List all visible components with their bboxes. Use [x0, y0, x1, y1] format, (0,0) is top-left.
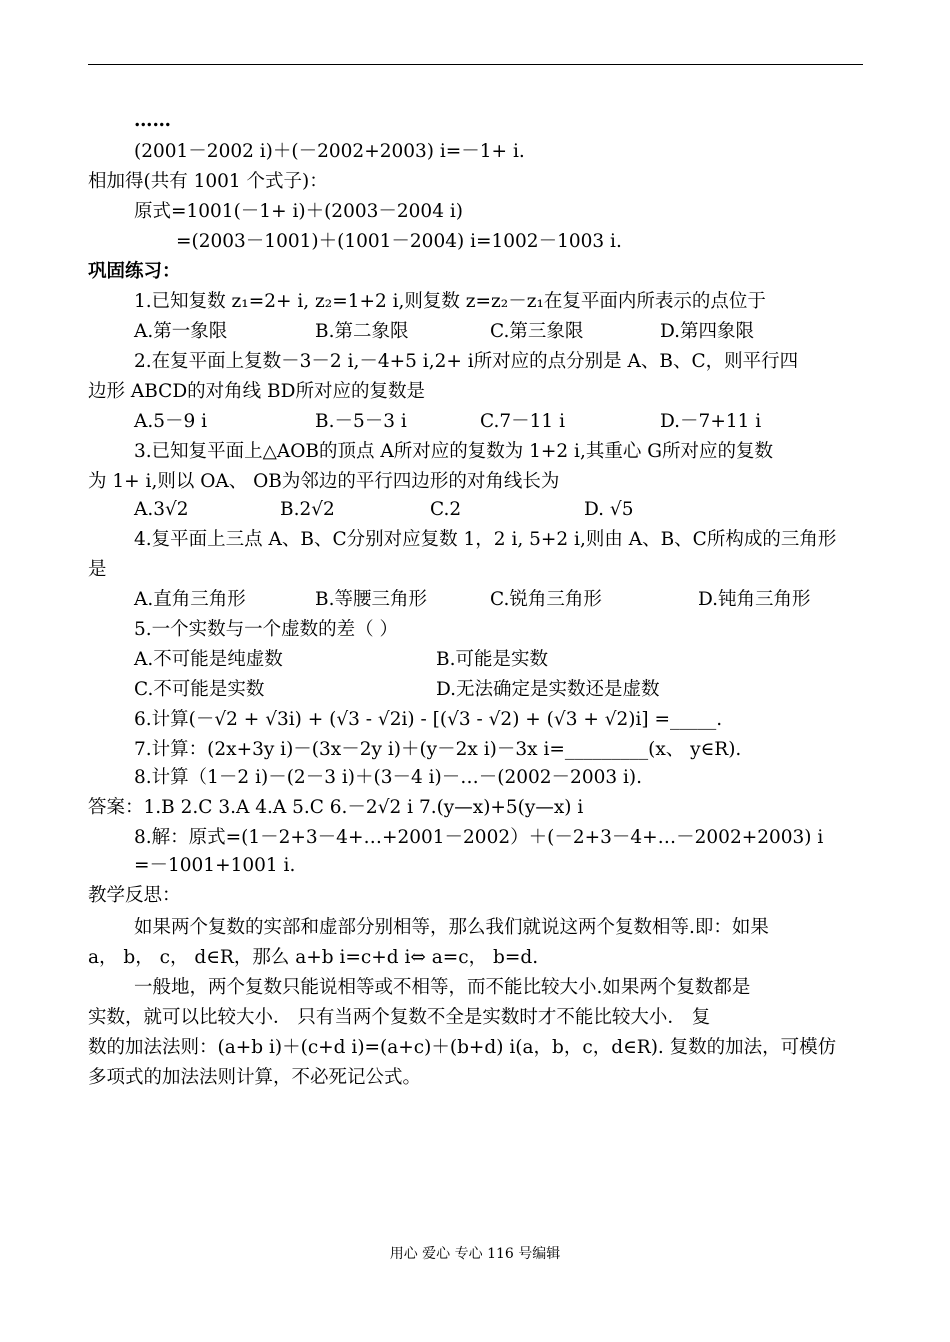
- text-line: 巩固练习：: [88, 261, 181, 282]
- text-line: 4.复平面上三点 A、B、C分别对应复数 1，2 i, 5+2 i,则由 A、B、C所构成的三角形: [134, 529, 837, 550]
- answer-option: D.－7+11 i: [660, 411, 762, 432]
- text-line: 8.解：原式=(1－2+3－4+…+2001－2002）＋(－2+3－4+…－2002+2003) i: [134, 827, 824, 848]
- text-line: 7.计算：(2x+3y i)－(3x－2y i)＋(y－2x i)－3x i=_________(x、 y∈R).: [134, 739, 742, 760]
- answer-option: D.第四象限: [660, 321, 755, 342]
- text-line: 答案：1.B 2.C 3.A 4.A 5.C 6.－2√2 i 7.(y—x)+5(y—x) i: [88, 797, 584, 818]
- answer-option: B.等腰三角形: [315, 589, 427, 610]
- text-line: 如果两个复数的实部和虚部分别相等，那么我们就说这两个复数相等.即：如果: [134, 917, 769, 938]
- text-line: 教学反思：: [88, 885, 181, 906]
- answer-option: D.钝角三角形: [698, 589, 811, 610]
- text-line: 多项式的加法法则计算，不必死记公式。: [88, 1067, 422, 1088]
- answer-option: B.可能是实数: [436, 649, 548, 670]
- header-rule: [88, 64, 863, 65]
- text-line: a， b， c， d∈R，那么 a+b i=c+d i⇔ a=c， b=d.: [88, 947, 539, 968]
- answer-option: A.3√2: [134, 499, 189, 520]
- text-line: (2001－2002 i)＋(－2002+2003) i=－1+ i.: [134, 141, 525, 162]
- page-footer: 用心 爱心 专心 116 号编辑: [389, 1246, 561, 1262]
- text-line: ……: [134, 110, 171, 131]
- answer-option: D.无法确定是实数还是虚数: [436, 679, 660, 700]
- text-line: 相加得(共有 1001 个式子)：: [88, 171, 328, 192]
- answer-option: C.锐角三角形: [490, 589, 602, 610]
- answer-option: B.2√2: [280, 499, 335, 520]
- answer-option: A.5－9 i: [134, 411, 208, 432]
- answer-option: A.第一象限: [134, 321, 228, 342]
- text-line: 为 1+ i,则以 OA、 OB为邻边的平行四边形的对角线长为: [88, 471, 560, 492]
- text-line: 6.计算(－√2 + √3i) + (√3 - √2i) - [(√3 - √2) + (√3 + √2)i] =_____.: [134, 709, 723, 730]
- answer-option: A.直角三角形: [134, 589, 246, 610]
- answer-option: C.7－11 i: [480, 411, 565, 432]
- text-line: 8.计算（1－2 i)－(2－3 i)＋(3－4 i)－…－(2002－2003 i).: [134, 767, 643, 788]
- answer-option: C.第三象限: [490, 321, 584, 342]
- answer-option: A.不可能是纯虚数: [134, 649, 283, 670]
- answer-option: C.不可能是实数: [134, 679, 265, 700]
- text-line: 数的加法法则：(a+b i)＋(c+d i)=(a+c)＋(b+d) i(a，b，c，d∈R). 复数的加法，可模仿: [88, 1037, 837, 1058]
- text-line: 实数，就可以比较大小． 只有当两个复数不全是实数时才不能比较大小． 复: [88, 1007, 711, 1028]
- text-line: =(2003－1001)＋(1001－2004) i=1002－1003 i.: [176, 231, 622, 252]
- text-line: 1.已知复数 z₁=2+ i, z₂=1+2 i,则复数 z=z₂－z₁在复平面内所表示的点位于: [134, 291, 766, 312]
- text-line: 3.已知复平面上△AOB的顶点 A所对应的复数为 1+2 i,其重心 G所对应的复数: [134, 441, 774, 462]
- answer-option: C.2: [430, 499, 462, 520]
- text-line: 5.一个实数与一个虚数的差（ ）: [134, 619, 399, 640]
- answer-option: B.－5－3 i: [315, 411, 407, 432]
- text-line: 2.在复平面上复数－3－2 i,－4+5 i,2+ i所对应的点分别是 A、B、C，则平行四: [134, 351, 799, 372]
- text-line: =－1001+1001 i.: [134, 855, 296, 876]
- text-line: 原式=1001(－1+ i)＋(2003－2004 i): [134, 201, 463, 222]
- text-line: 一般地，两个复数只能说相等或不相等，而不能比较大小.如果两个复数都是: [134, 977, 751, 998]
- text-line: 边形 ABCD的对角线 BD所对应的复数是: [88, 381, 425, 402]
- answer-option: D. √5: [584, 499, 634, 520]
- answer-option: B.第二象限: [315, 321, 409, 342]
- text-line: 是: [88, 559, 107, 580]
